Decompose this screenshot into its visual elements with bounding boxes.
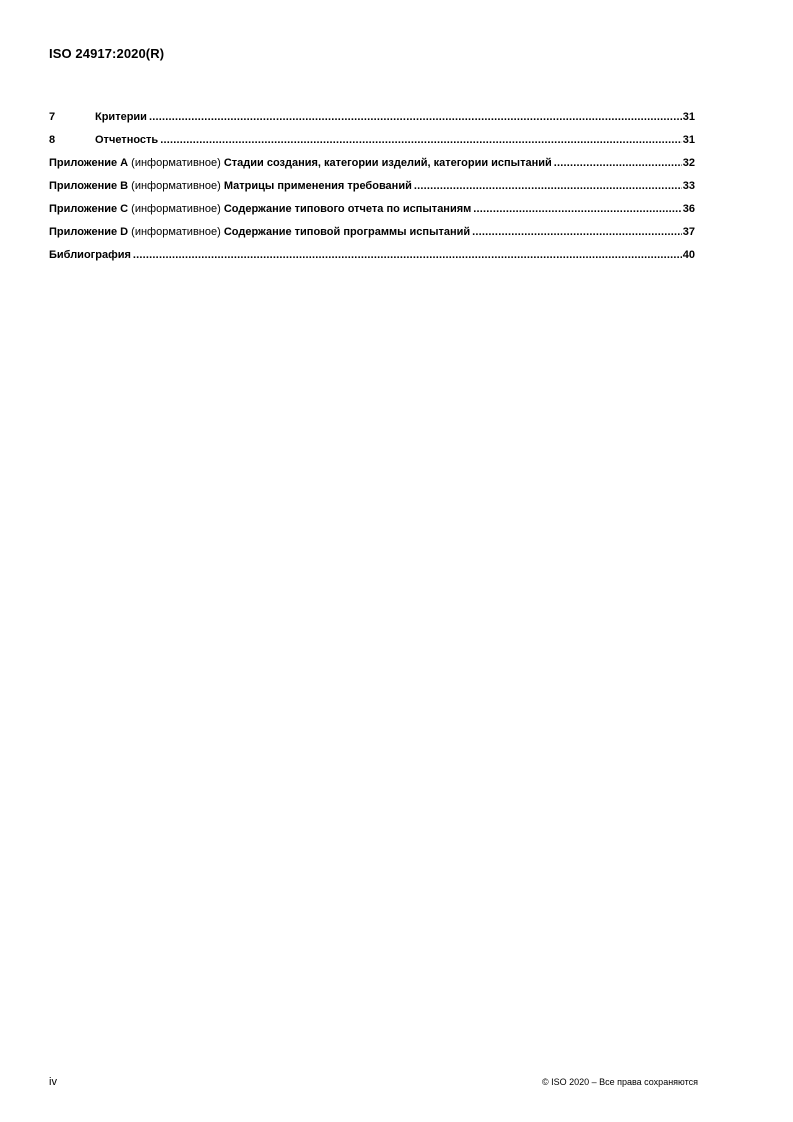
annex-qualifier: (информативное) — [128, 180, 224, 192]
toc-entry-title — [49, 156, 552, 170]
toc-entry-page: 31 — [682, 134, 695, 146]
toc-entry-annex-b[interactable] — [49, 179, 695, 202]
annex-title: Стадии создания, категории изделий, категории испытаний — [223, 157, 552, 169]
annex-label: Приложение D — [49, 226, 129, 238]
toc-entry-title: Критерии — [95, 111, 147, 123]
toc-entry-7[interactable] — [49, 110, 695, 133]
toc-leader-dots — [473, 202, 681, 216]
annex-title: Содержание типовой программы испытаний — [223, 226, 471, 238]
toc-entry-page: 36 — [682, 203, 695, 215]
toc-entry-page: 31 — [682, 111, 695, 123]
toc-leader-dots — [472, 225, 682, 239]
annex-title: Матрицы применения требований — [223, 180, 412, 192]
toc-entry-page: 33 — [682, 180, 695, 192]
toc-leader-dots — [414, 179, 682, 193]
toc-entry-title: Отчетность — [95, 134, 159, 146]
toc-entry-annex-d[interactable] — [49, 225, 695, 248]
toc-leader-dots — [554, 156, 682, 170]
annex-label: Приложение A — [49, 157, 129, 169]
toc-entry-bibliography[interactable] — [49, 248, 695, 271]
toc-entry-title — [49, 202, 471, 216]
page-number: iv — [49, 1076, 57, 1088]
toc-leader-dots — [133, 248, 682, 262]
annex-qualifier: (информативное) — [128, 203, 224, 215]
toc-entry-title: Библиография — [49, 249, 131, 261]
toc-entry-annex-a[interactable] — [49, 156, 695, 179]
toc-entry-number: 8 — [49, 134, 56, 146]
toc-entry-8[interactable] — [49, 133, 695, 156]
annex-label: Приложение C — [49, 203, 129, 215]
toc-entry-title — [49, 225, 470, 239]
toc-entry-annex-c[interactable] — [49, 202, 695, 225]
copyright-notice: © ISO 2020 – Все права сохраняются — [541, 1077, 698, 1087]
toc-leader-dots — [149, 110, 682, 124]
annex-qualifier: (информативное) — [128, 226, 224, 238]
toc-entry-page: 40 — [682, 249, 695, 261]
annex-qualifier: (информативное) — [128, 157, 224, 169]
toc-entry-page: 32 — [682, 157, 695, 169]
table-of-contents — [49, 110, 695, 271]
toc-entry-page: 37 — [682, 226, 695, 238]
toc-entry-number: 7 — [49, 111, 56, 123]
annex-title: Содержание типового отчета по испытаниям — [223, 203, 472, 215]
annex-label: Приложение B — [49, 180, 129, 192]
document-id: ISO 24917:2020(R) — [49, 46, 165, 61]
toc-leader-dots — [160, 133, 682, 147]
toc-entry-title — [49, 179, 412, 193]
